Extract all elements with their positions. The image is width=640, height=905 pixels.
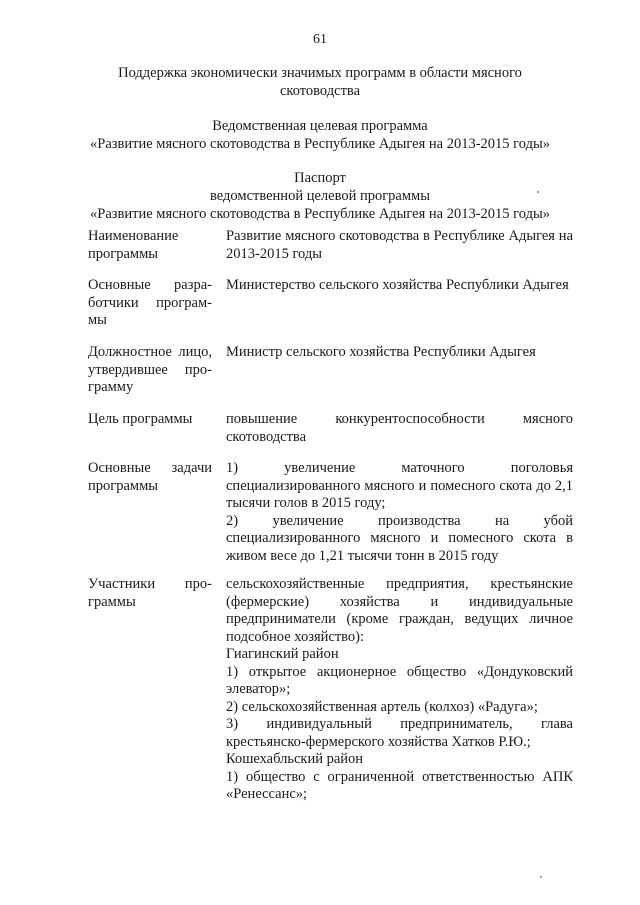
row-label [88,344,212,397]
scan-speck [537,191,539,193]
participant-item: 3) индивидуальный предприниматель, глава крестьянско-фермерского хозяйства Хатков Р.Ю.; [226,716,573,750]
district-name: Гиагинский район [226,646,339,662]
row-label: Цель программы [88,411,193,427]
participants-intro: сельскохозяйственные предприятия, крестьянские (фермерские) хозяйства и индивидуальные предприниматели (кроме граждан, ведущих личное подсобное хозяйство): [226,576,573,645]
passport-heading [0,169,640,223]
participant-item: 2) сельскохозяйственная артель (колхоз) «Радуга»; [226,698,538,715]
label-line: ботчики програм- [88,294,212,311]
scan-speck [540,876,542,878]
label-line: грамму [88,379,134,395]
row-label [88,576,212,611]
participant-item: 1) открытое акционерное общество «Дондуковский элеватор»; [226,663,573,697]
page-number: 61 [313,32,327,47]
passport-title: Паспорт [294,170,346,186]
task-item: 1) увеличение маточного поголовья специализированного мясного и помесного скота до 2,1 тысячи голов в 2015 году; [226,460,573,511]
task-item: 2) увеличение производства на убой специализированного мясного и помесного скота в живом весе до 1,21 тысячи тонн в 2015 году [226,512,573,564]
program-heading [0,117,640,153]
passport-program-name: «Развитие мясного скотоводства в Республике Адыгея на 2013-2015 годы» [90,206,550,222]
row-label [88,277,212,330]
program-type: Ведомственная целевая программа [212,118,428,134]
label-line: Участники про- [88,576,212,592]
participant-item: 1) общество с ограниченной ответственностью АПК «Ренессанс»; [226,768,573,802]
label-line: утвердившее про- [88,361,212,378]
row-value: Развитие мясного скотоводства в Республике Адыгея на 2013-2015 годы [226,228,573,262]
label-line: граммы [88,593,136,610]
row-value: Министерство сельского хозяйства Республики Адыгея [226,277,569,293]
row-value: повышение конкурентоспособности мясного скотоводства [226,411,573,445]
row-label [88,460,212,495]
section-title-line-1: Поддержка экономически значимых программ в области мясного [118,65,522,81]
row-label: Наименование программы [88,228,179,262]
row-value [226,576,573,804]
label-line: Должностное лицо, [88,344,212,360]
section-title [0,64,640,100]
label-line: Основные разра- [88,277,212,293]
row-value [226,460,573,565]
label-line: программы [88,477,158,494]
section-title-line-2: скотоводства [279,83,361,99]
passport-subtitle: ведомственной целевой программы [210,188,430,204]
row-value: Министр сельского хозяйства Республики Адыгея [226,344,536,360]
program-name: «Развитие мясного скотоводства в Республике Адыгея на 2013-2015 годы» [90,136,550,152]
district-name: Кошехабльский район [226,751,364,767]
label-line: мы [88,312,107,328]
label-line: Основные задачи [88,460,212,476]
